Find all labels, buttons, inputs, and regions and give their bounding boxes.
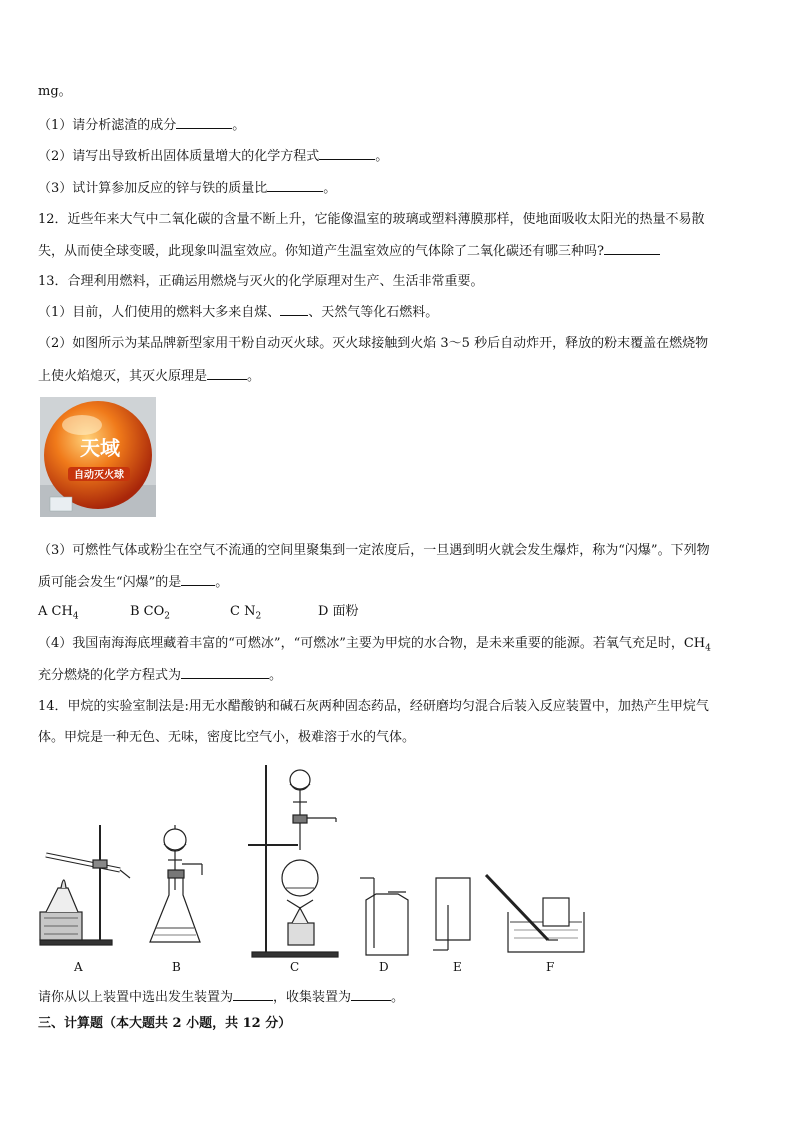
ball-product-text: 自动灭火球 — [74, 470, 124, 481]
option-a[interactable]: A $CH_4$ — [38, 604, 79, 622]
answer-blank[interactable] — [351, 988, 391, 1001]
apparatus-b[interactable] — [150, 825, 202, 942]
option-b[interactable]: B $CO_2$ — [130, 604, 171, 622]
ball-brand-text: 天域 — [80, 436, 120, 460]
question-13-4-line2: 充分燃烧的化学方程式为 。 — [38, 668, 283, 683]
label-a: A — [74, 960, 83, 974]
question-13-2-line2: 上使火焰熄灭，其灭火原理是 。 — [38, 369, 261, 384]
question-13-3-line1: （3）可燃性气体或粉尘在空气不流通的空间里聚集到一定浓度后，一旦遇到明火就会发生爆炸，称为“闪爆”。下列物 — [38, 543, 710, 558]
apparatus-f[interactable] — [486, 875, 584, 952]
label-f: F — [546, 960, 555, 974]
answer-blank[interactable] — [181, 573, 215, 586]
lab-apparatus-diagram — [38, 760, 598, 980]
option-c[interactable]: C $N_2$ — [230, 604, 262, 622]
question-11-1: （1）请分析滤渣的成分 。 — [38, 118, 246, 133]
answer-blank[interactable] — [267, 179, 323, 192]
question-13-1: （1）目前，人们使用的燃料大多来自煤、 、天然气等化石燃料。 — [38, 305, 439, 320]
question-13-3-line2: 质可能会发生“闪爆”的是 。 — [38, 575, 229, 590]
answer-blank[interactable] — [280, 303, 308, 316]
question-13-stem: 13．合理利用燃料，正确运用燃烧与灭火的化学原理对生产、生活非常重要。 — [38, 274, 484, 289]
apparatus-e[interactable] — [433, 878, 470, 950]
answer-blank[interactable] — [233, 988, 273, 1001]
text-mg: mg。 — [38, 84, 72, 99]
question-11-2: （2）请写出导致析出固体质量增大的化学方程式 。 — [38, 149, 389, 164]
question-12-line2: 失，从而使全球变暖，此现象叫温室效应。你知道产生温室效应的气体除了二氧化碳还有哪三种吗? — [38, 242, 660, 261]
answer-blank[interactable] — [604, 242, 660, 255]
answer-blank[interactable] — [207, 367, 247, 380]
question-13-4-line1: （4）我国南海海底埋藏着丰富的“可燃冰”，“可燃冰”主要为甲烷的水合物，是未来重要的能源。若氧气充足时，$CH_4$ — [38, 636, 711, 654]
option-d[interactable]: D 面粉 — [318, 604, 359, 619]
apparatus-c[interactable] — [248, 765, 338, 957]
question-13-2-line1: （2）如图所示为某品牌新型家用干粉自动灭火球。灭火球接触到火焰 3～5 秒后自动炸开，释放的粉末覆盖在燃烧物 — [38, 336, 709, 351]
question-12-line1: 12．近些年来大气中二氧化碳的含量不断上升，它能像温室的玻璃或塑料薄膜那样，使地面吸收太阳光的热量不易散 — [38, 212, 705, 227]
question-11-3: （3）试计算参加反应的锌与铁的质量比 。 — [38, 181, 337, 196]
question-14-answer: 请你从以上装置中选出发生装置为 ，收集装置为 。 — [38, 990, 405, 1005]
apparatus-d[interactable] — [360, 878, 408, 955]
label-e: E — [453, 960, 462, 974]
section-heading-calculation: 三、计算题（本大题共 2 小题，共 12 分） — [38, 1016, 292, 1031]
question-14-line2: 体。甲烷是一种无色、无味，密度比空气小，极难溶于水的气体。 — [38, 730, 416, 745]
label-b: B — [172, 960, 181, 974]
apparatus-a[interactable] — [40, 825, 130, 945]
label-c: C — [290, 960, 300, 974]
answer-blank[interactable] — [181, 666, 269, 679]
answer-blank[interactable] — [176, 116, 232, 129]
label-d: D — [379, 960, 389, 974]
question-14-line1: 14．甲烷的实验室制法是:用无水醋酸钠和碱石灰两种固态药品，经研磨均匀混合后装入反应装置中，加热产生甲烷气 — [38, 699, 709, 714]
fire-extinguisher-ball-image — [40, 397, 156, 517]
answer-blank[interactable] — [319, 147, 375, 160]
